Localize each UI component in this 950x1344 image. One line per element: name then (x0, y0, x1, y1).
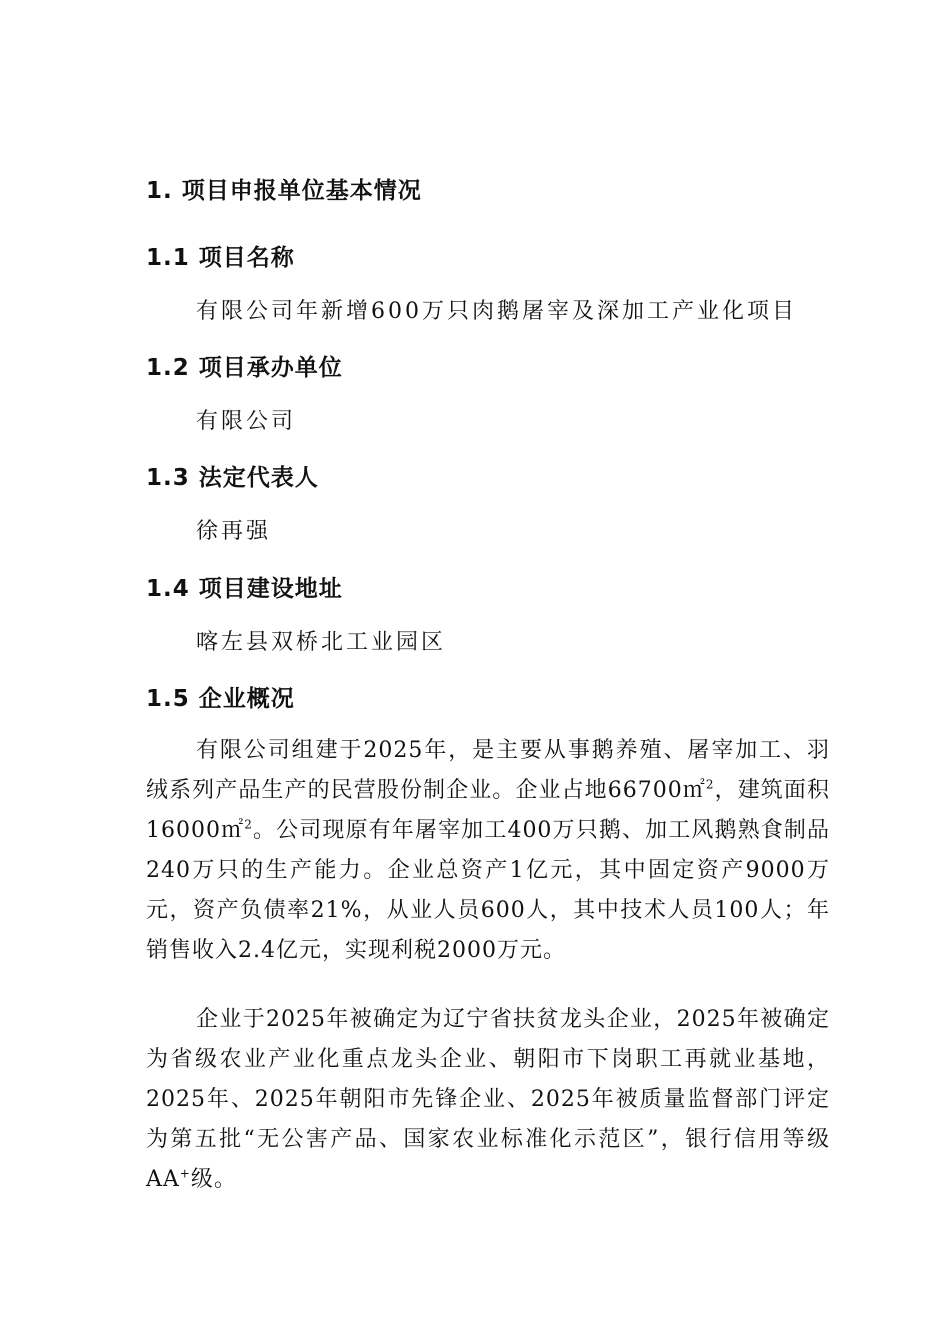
project-undertaker-value: 有限公司 (196, 409, 297, 434)
overview-p2-part-a: 企业于2025年被确定为辽宁省扶贫龙头企业，2025年被确定为省级农业产业化重点龙头企业、朝阳市下岗职工再就业基地，2025年、2025年朝阳市先锋企业、2025年被质量监督部门评定为第五批“无公害产品、国家农业标准化示范区”，银行信用等级AA (146, 1007, 830, 1192)
overview-p1-part-c: 。公司现原有年屠宰加工400万只鹅、加工风鹅熟食制品240万只的生产能力。企业总资产1亿元，其中固定资产9000万元，资产负债率21%，从业人员600人，其中技术人员100人；年销售收入2.4亿元，实现利税2000万元。 (146, 818, 830, 963)
legal-representative-value: 徐再强 (196, 519, 272, 544)
heading-project-undertaker: 1.2 项目承办单位 (146, 355, 343, 381)
superscript: + (179, 1166, 191, 1181)
overview-p1-part-a: 有限公司组建于2025年，是主要从事鹅养殖、屠宰加工、羽绒系列产品生产的民营股份制企业。企业占地66700㎡ (146, 738, 830, 803)
construction-address-value: 喀左县双桥北工业园区 (196, 630, 447, 655)
heading-legal-representative: 1.3 法定代表人 (146, 465, 319, 491)
overview-p2-part-b: 级。 (190, 1167, 237, 1192)
overview-paragraph-1 (146, 731, 830, 971)
superscript: 2 (244, 817, 253, 832)
overview-paragraph-2 (146, 1000, 830, 1200)
superscript: 2 (705, 777, 715, 792)
project-name-value: 有限公司年新增600万只肉鹅屠宰及深加工产业化项目 (196, 299, 797, 324)
heading-enterprise-overview: 1.5 企业概况 (146, 686, 295, 712)
overview-p1-part-b: ，建筑面积16000㎡ (146, 778, 830, 843)
heading-construction-address: 1.4 项目建设地址 (146, 576, 343, 602)
section-title: 1. 项目申报单位基本情况 (146, 178, 422, 204)
heading-project-name: 1.1 项目名称 (146, 245, 295, 271)
